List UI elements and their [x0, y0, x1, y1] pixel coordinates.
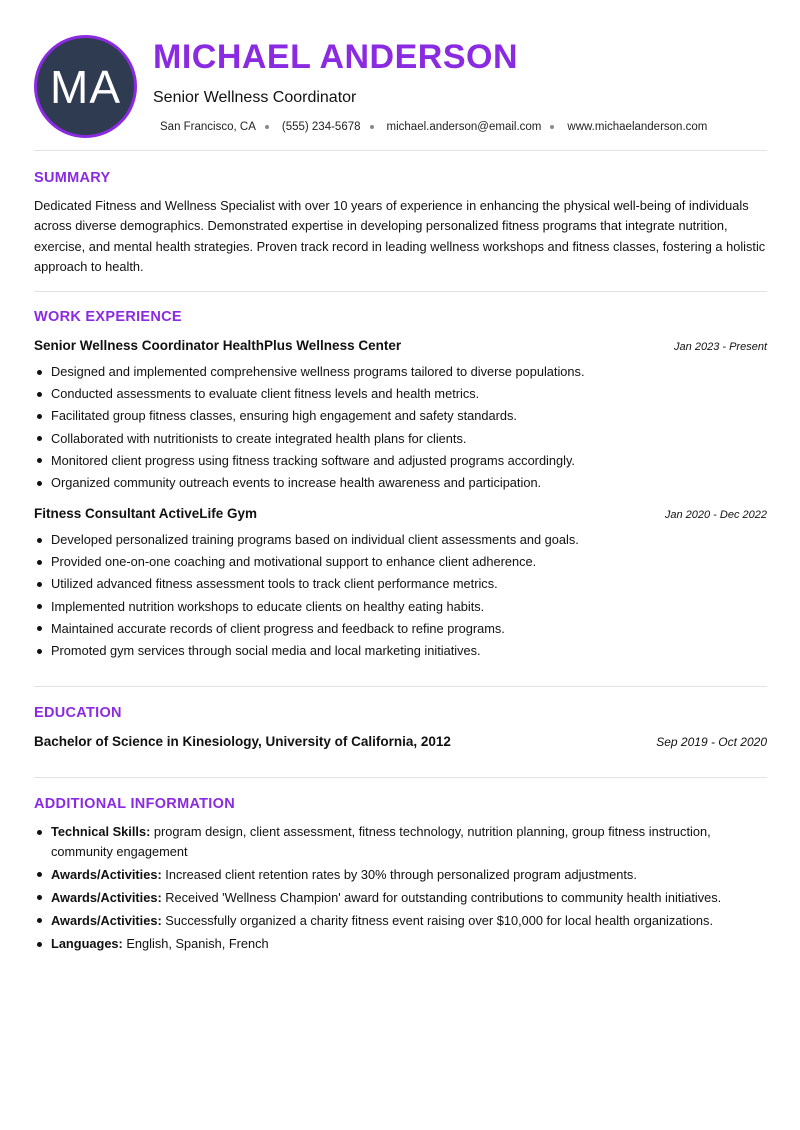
separator-dot	[550, 125, 554, 129]
list-item: Designed and implemented comprehensive wellness programs tailored to diverse populations.	[34, 361, 767, 383]
avatar-initials: MA	[50, 60, 121, 113]
section-divider	[34, 686, 767, 687]
additional-info-list	[34, 822, 767, 957]
avatar	[34, 35, 137, 138]
education-degree: Bachelor of Science in Kinesiology, University of California, 2012	[34, 734, 451, 749]
list-item: Implemented nutrition workshops to educate clients on healthy eating habits.	[34, 596, 767, 618]
list-item: Developed personalized training programs based on individual client assessments and goals.	[34, 529, 767, 551]
contact-email[interactable]: michael.anderson@email.com	[386, 121, 542, 133]
list-item	[34, 865, 767, 885]
list-item: Monitored client progress using fitness tracking software and adjusted programs accordingly.	[34, 450, 767, 472]
info-label: Technical Skills:	[51, 824, 151, 839]
list-item: Facilitated group fitness classes, ensuring high engagement and safety standards.	[34, 405, 767, 427]
contact-bar	[160, 121, 707, 133]
education-dates: Sep 2019 - Oct 2020	[656, 735, 767, 749]
job-bullet-list	[34, 361, 767, 494]
additional-info-heading: ADDITIONAL INFORMATION	[34, 796, 235, 812]
info-text: Received 'Wellness Champion' award for outstanding contributions to community health initiatives.	[161, 889, 722, 905]
list-item	[34, 822, 767, 861]
summary-heading: SUMMARY	[34, 170, 111, 186]
info-label: Awards/Activities:	[51, 889, 162, 905]
job-dates: Jan 2023 - Present	[674, 341, 767, 353]
list-item: Provided one-on-one coaching and motivational support to enhance client adherence.	[34, 551, 767, 573]
job-bullet-list	[34, 529, 767, 662]
job-header	[34, 338, 767, 353]
contact-phone: (555) 234-5678	[281, 121, 361, 133]
list-item: Organized community outreach events to increase health awareness and participation.	[34, 472, 767, 494]
list-item: Collaborated with nutritionists to create integrated health plans for clients.	[34, 428, 767, 450]
list-item: Maintained accurate records of client progress and feedback to refine programs.	[34, 618, 767, 640]
info-text: program design, client assessment, fitness technology, nutrition planning, group fitness instruction, community engagement	[51, 824, 711, 859]
info-text: Successfully organized a charity fitness event raising over $10,000 for local health organizations.	[161, 912, 714, 928]
contact-location: San Francisco, CA	[160, 121, 256, 133]
contact-website[interactable]: www.michaelanderson.com	[567, 121, 708, 133]
info-label: Languages:	[51, 936, 123, 951]
list-item: Promoted gym services through social media and local marketing initiatives.	[34, 640, 767, 662]
info-text: English, Spanish, French	[122, 936, 269, 951]
education-entry	[34, 734, 767, 749]
section-divider	[34, 777, 767, 778]
info-label: Awards/Activities:	[51, 912, 162, 928]
separator-dot	[265, 125, 269, 129]
info-text: Increased client retention rates by 30% through personalized program adjustments.	[161, 866, 637, 882]
section-divider	[34, 150, 767, 151]
list-item	[34, 911, 767, 931]
list-item: Utilized advanced fitness assessment tools to track client performance metrics.	[34, 573, 767, 595]
info-label: Awards/Activities:	[51, 866, 162, 882]
job-dates: Jan 2020 - Dec 2022	[664, 509, 767, 521]
separator-dot	[370, 125, 374, 129]
job-title: Fitness Consultant ActiveLife Gym	[34, 506, 258, 521]
candidate-headline: Senior Wellness Coordinator	[153, 89, 357, 106]
education-heading: EDUCATION	[34, 705, 122, 721]
list-item	[34, 934, 767, 954]
section-divider	[34, 291, 767, 292]
summary-text: Dedicated Fitness and Wellness Specialist with over 10 years of experience in enhancing the physical well-being of individuals across diverse demographics. Demonstrated expertise in developing personalized fitness programs that integrate nutrition, exercise, and mental health strategies. Proven track record in leading wellness workshops and fitness classes, fostering a holistic approach to health.	[34, 198, 766, 274]
job-title: Senior Wellness Coordinator HealthPlus Wellness Center	[34, 338, 402, 353]
job-header	[34, 506, 767, 521]
list-item	[34, 888, 767, 908]
work-experience-heading: WORK EXPERIENCE	[34, 309, 182, 325]
candidate-name: MICHAEL ANDERSON	[153, 38, 519, 76]
list-item: Conducted assessments to evaluate client fitness levels and health metrics.	[34, 383, 767, 405]
